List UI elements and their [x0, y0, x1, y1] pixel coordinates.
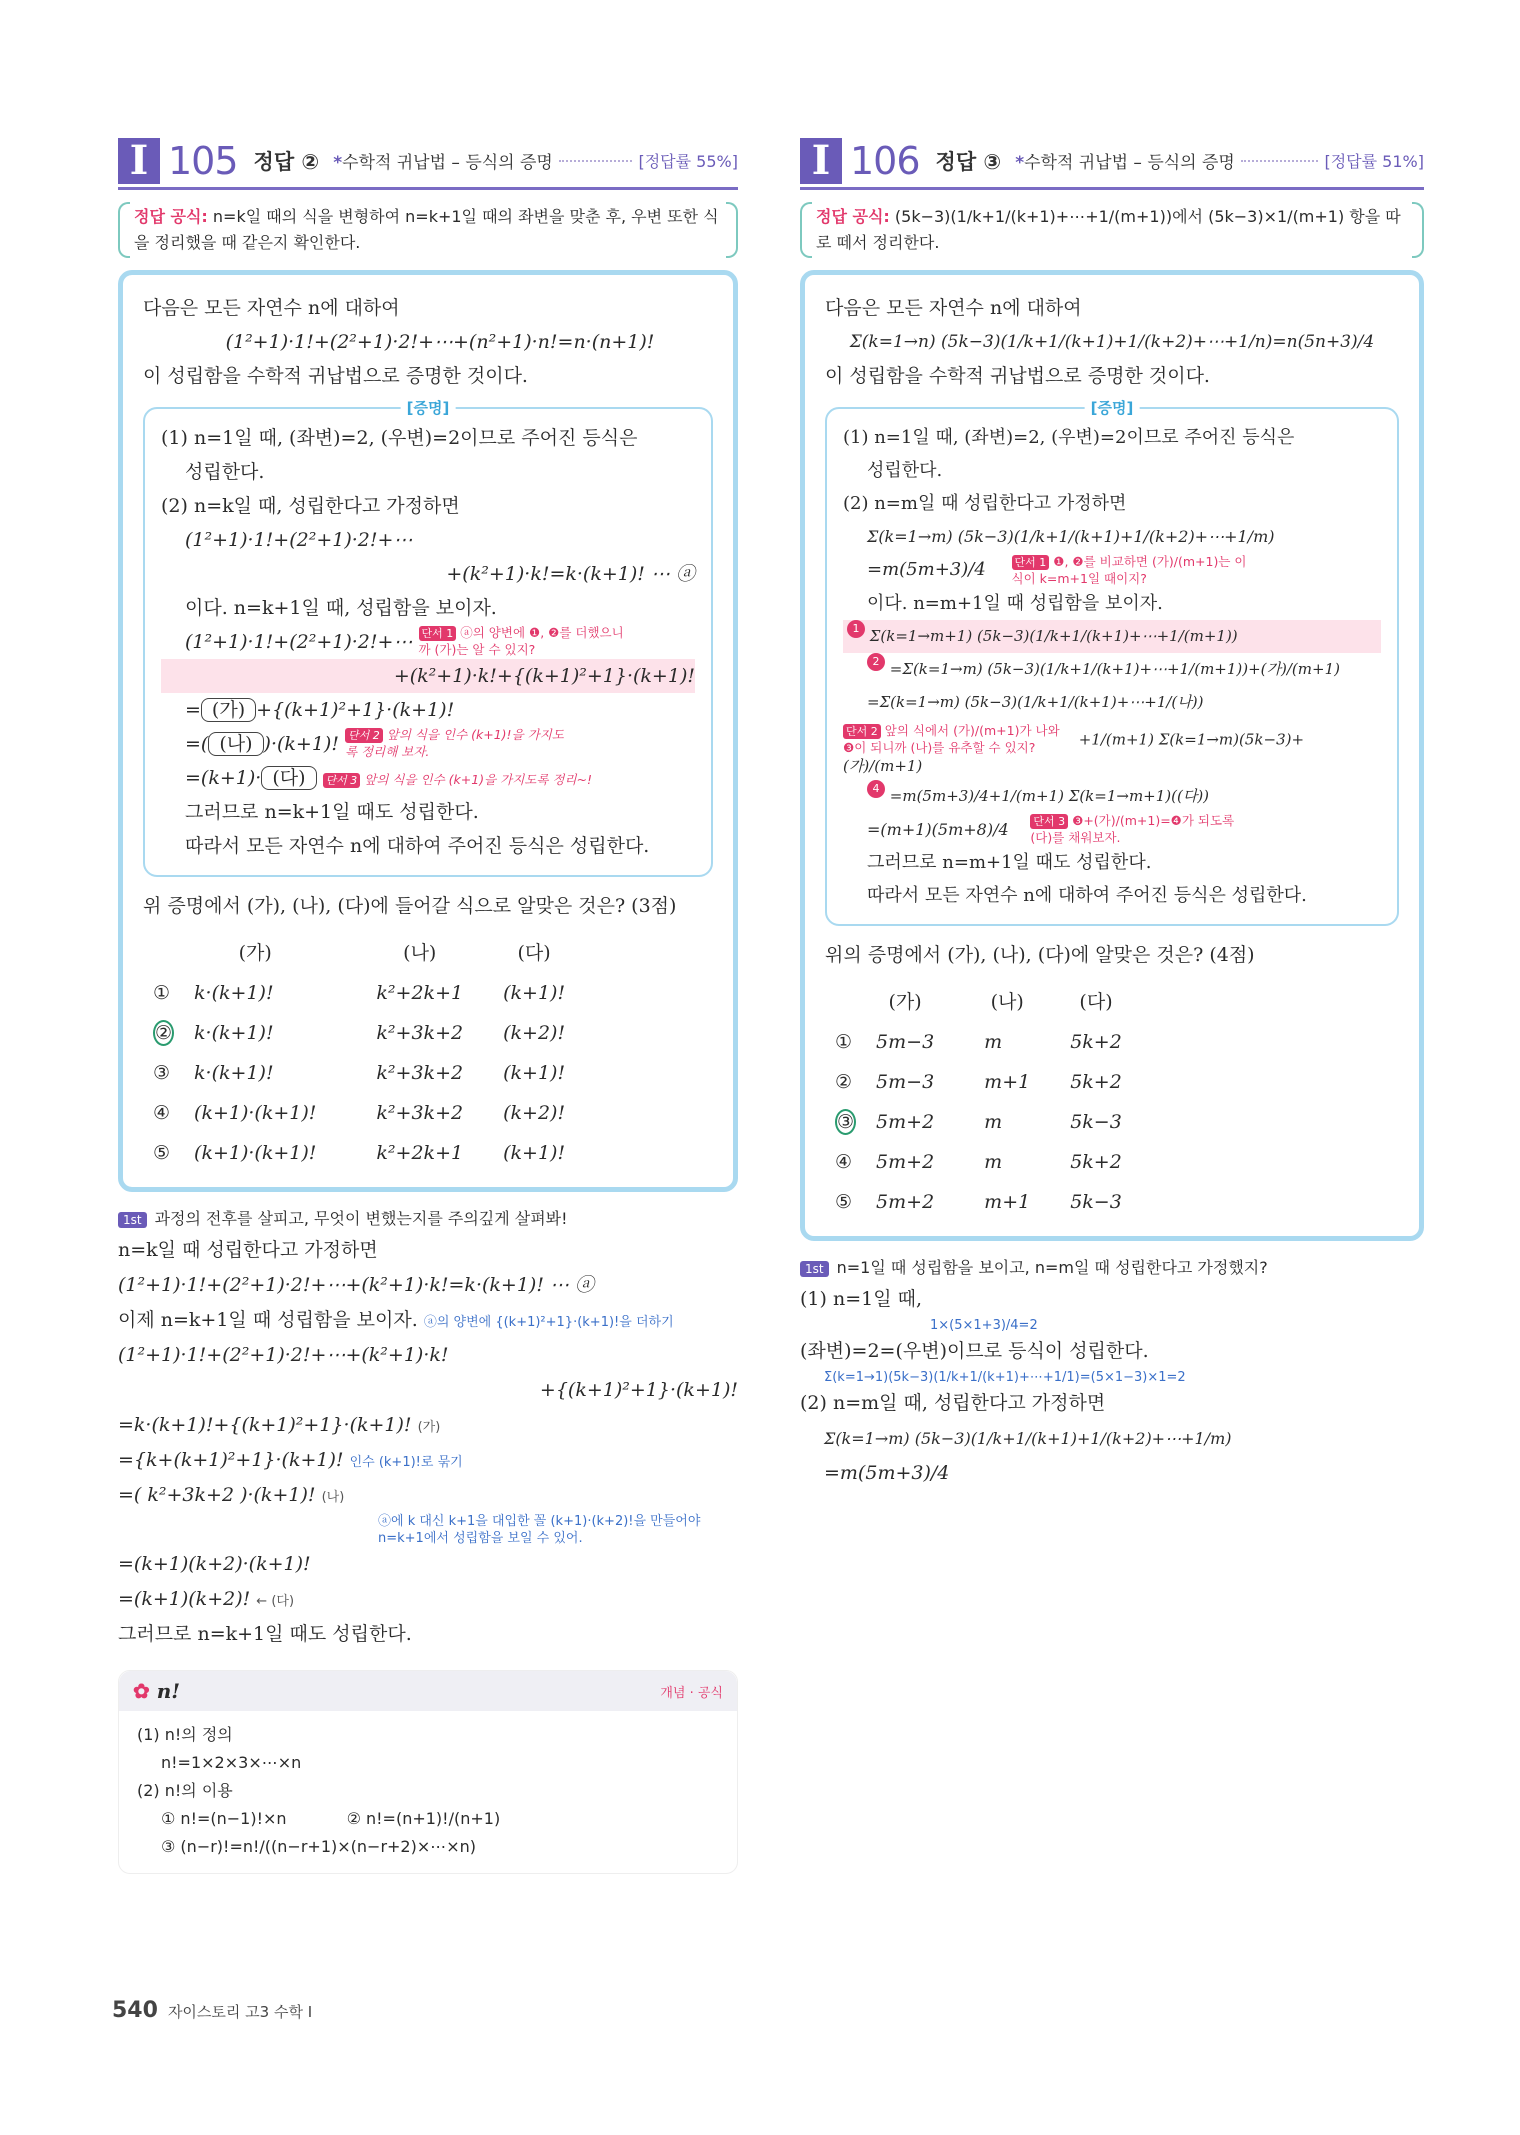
hint-3: 단서 3 ❸+(가)/(m+1)=❹가 되도록 (다)를 채워보자.	[1030, 813, 1235, 845]
q105-number: 105	[168, 138, 238, 183]
solution-line: =m(5m+3)/4	[824, 1462, 950, 1484]
solution-line: (2) n=m일 때, 성립한다고 가정하면	[800, 1392, 1106, 1414]
choice-row[interactable]: ⑤ 5m+2 m+1 5k−3	[835, 1191, 1122, 1213]
solution-line: (1) n=1일 때,	[800, 1288, 922, 1310]
q105-answer: 정답 ②	[253, 149, 320, 174]
q105-topic: *수학적 귀납법 – 등식의 증명	[333, 153, 553, 173]
solution-note: 1×(5×1+3)/4=2	[930, 1318, 1038, 1333]
dotted-leader	[1241, 160, 1319, 162]
solution-line: =k·(k+1)!+{(k+1)²+1}·(k+1)! (가)	[118, 1414, 441, 1436]
proof-eq: =( (나) )·(k+1)! 단서 2 앞의 식을 인수 (k+1)!을 가지도록 정리해 보자.	[185, 727, 564, 759]
problem-equation: Σ(k=1→n) (5k−3)(1/k+1/(k+1)+1/(k+2)+⋯+1/n)=n(5n+3)/4	[849, 332, 1375, 352]
choice-row[interactable]: ② 5m−3 m+1 5k+2	[835, 1071, 1122, 1093]
marker-2: 2	[867, 653, 885, 671]
q105-choices	[143, 933, 575, 1173]
solution-line: +{(k+1)²+1}·(k+1)!	[539, 1379, 738, 1401]
header-na: (나)	[403, 942, 437, 964]
page-number: 540	[112, 1998, 158, 2023]
selected-answer-mark: ③	[837, 1111, 855, 1133]
choice-row[interactable]: ① k·(k+1)! k²+2k+1 (k+1)!	[153, 982, 566, 1004]
hint-2: 단서 2 앞의 식에서 (가)/(m+1)가 나와 ❸이 되니까 (나)를 유추할 수 있지?	[843, 722, 1060, 755]
q105-header	[118, 138, 738, 190]
solution-head: 1st 과정의 전후를 살피고, 무엇이 변했는지를 주의깊게 살펴봐!	[118, 1206, 738, 1233]
solution-line: =( k²+3k+2 )·(k+1)! (나)	[118, 1484, 345, 1506]
proof-line: 이다. n=k+1일 때, 성립함을 보이자.	[185, 597, 497, 619]
problem-intro: 다음은 모든 자연수 n에 대하여	[143, 297, 400, 319]
q105-proof-box	[143, 399, 713, 877]
choice-row[interactable]: ③ k·(k+1)! k²+3k+2 (k+1)!	[153, 1062, 566, 1084]
flower-icon: ✿	[133, 1679, 157, 1703]
q106-number: 106	[850, 138, 920, 183]
q106-proof-box	[825, 399, 1399, 926]
solution-line: 이제 n=k+1일 때 성립함을 보이자. ⓐ의 양변에 {(k+1)²+1}·(k+1)!을 더하기	[118, 1309, 674, 1331]
solution-line: ={k+(k+1)²+1}·(k+1)! 인수 (k+1)!로 묶기	[118, 1449, 463, 1471]
header-na: (나)	[990, 991, 1024, 1013]
solution-line: =(k+1)(k+2)! ← (다)	[118, 1588, 295, 1610]
hint-1: 단서 1 ⓐ의 양변에 ❶, ❷를 더했으니까 (가)는 알 수 있지?	[418, 625, 624, 657]
proof-conclusion: 그러므로 n=k+1일 때도 성립한다.	[185, 801, 479, 823]
q106-topic: *수학적 귀납법 – 등식의 증명	[1015, 153, 1235, 173]
proof-eq: Σ(k=1→m) (5k−3)(1/k+1/(k+1)+1/(k+2)+⋯+1/m)	[867, 527, 1275, 546]
proof-eq-with-hint: 단서 2 앞의 식에서 (가)/(m+1)가 나와 ❸이 되니까 (나)를 유추할 수 있지? +1/(m+1) Σ(k=1→m)(5k−3)+(가)/(m+1)	[843, 722, 1305, 775]
solution-line: =(k+1)(k+2)·(k+1)!	[118, 1553, 311, 1575]
problem-outro: 이 성립함을 수학적 귀납법으로 증명한 것이다.	[143, 365, 528, 387]
q105-rate: [정답률 55%]	[638, 152, 738, 171]
choice-row[interactable]: ④ (k+1)·(k+1)! k²+3k+2 (k+2)!	[153, 1102, 566, 1124]
concept-body: (1) n!의 정의 n!=1×2×3×⋯×n (2) n!의 이용 ① n!=(n−1)!×n ② n!=(n+1)!/(n+1) ③ (n−r)!=n!/((n−r+1)×(n−r+2)×⋯×n)	[137, 1725, 501, 1856]
proof-eq: =(k+1)· (다) 단서 3 앞의 식을 인수 (k+1)을 가지도록 정리~!	[185, 767, 593, 789]
proof-line: 이다. n=m+1일 때 성립함을 보이자.	[867, 592, 1163, 614]
header-da: (다)	[1079, 991, 1113, 1013]
solution-note: Σ(k=1→1)(5k−3)(1/k+1/(k+1)+⋯+1/1)=(5×1−3)×1=2	[824, 1370, 1186, 1385]
q106-question: 위의 증명에서 (가), (나), (다)에 알맞은 것은? (4점)	[825, 944, 1255, 966]
q106-solution	[800, 1255, 1424, 1491]
q106-problem-box	[800, 270, 1424, 1241]
solution-line: (좌변)=2=(우변)이므로 등식이 성립한다.	[800, 1340, 1149, 1362]
choice-row[interactable]: ⑤ (k+1)·(k+1)! k²+2k+1 (k+1)!	[153, 1142, 566, 1164]
q106-choices	[825, 982, 1132, 1222]
proof-step1b: 성립한다.	[867, 460, 943, 481]
proof-eq: +(k²+1)·k!=k·(k+1)! ⋯ ⓐ	[446, 563, 695, 585]
solution-line: (1²+1)·1!+(2²+1)·2!+⋯+(k²+1)·k!=k·(k+1)! ⋯ ⓐ	[118, 1274, 595, 1296]
blank-da: (다)	[261, 766, 316, 790]
q105-formula: 정답 공식: n=k일 때의 식을 변형하여 n=k+1일 때의 좌변을 맞춘 후, 우변 또한 식을 정리했을 때 같은지 확인한다.	[118, 202, 738, 258]
header-ga: (가)	[238, 942, 272, 964]
dotted-leader	[559, 160, 633, 162]
choice-header	[825, 982, 1132, 1022]
q105-solution	[118, 1206, 738, 1652]
proof-step1: (1) n=1일 때, (좌변)=2, (우변)=2이므로 주어진 등식은	[843, 427, 1295, 448]
proof-eq-with-hint: =(m+1)(5m+8)/4 단서 3 ❸+(가)/(m+1)=❹가 되도록 (다)를 채워보자.	[843, 813, 1381, 847]
hint-2: 단서 2 앞의 식을 인수 (k+1)!을 가지도록 정리해 보자.	[345, 727, 564, 759]
proof-conclusion: 그러므로 n=m+1일 때도 성립한다.	[867, 852, 1152, 873]
choice-row[interactable]: ③ 5m+2 m 5k−3	[837, 1111, 1122, 1133]
choice-row[interactable]: ① 5m−3 m 5k+2	[835, 1031, 1122, 1053]
problem-outro: 이 성립함을 수학적 귀납법으로 증명한 것이다.	[825, 365, 1210, 387]
solution-line: (1²+1)·1!+(2²+1)·2!+⋯+(k²+1)·k!	[118, 1344, 449, 1366]
q105-question: 위 증명에서 (가), (나), (다)에 들어갈 식으로 알맞은 것은? (3점)	[143, 895, 677, 917]
proof-eq: 1 Σ(k=1→m+1) (5k−3)(1/k+1/(k+1)+⋯+1/(m+1))	[843, 620, 1381, 653]
proof-title: [증명]	[401, 398, 456, 418]
solution-line: 그러므로 n=k+1일 때도 성립한다.	[118, 1623, 412, 1645]
solution-line: Σ(k=1→m) (5k−3)(1/k+1/(k+1)+1/(k+2)+⋯+1/m)	[824, 1429, 1232, 1448]
blank-ga: (가)	[201, 698, 256, 722]
proof-step1: (1) n=1일 때, (좌변)=2, (우변)=2이므로 주어진 등식은	[161, 427, 638, 449]
proof-eq: =Σ(k=1→m) (5k−3)(1/k+1/(k+1)+⋯+1/(나))	[867, 692, 1204, 711]
book-title: 자이스토리 고3 수학 I	[167, 2003, 313, 2021]
concept-label: 개념 · 공식	[660, 1685, 723, 1701]
concept-box	[118, 1670, 738, 1874]
header-da: (다)	[517, 942, 551, 964]
proof-step2: (2) n=k일 때, 성립한다고 가정하면	[161, 495, 460, 517]
page-footer	[112, 1998, 312, 2023]
proof-eq-with-hint: =m(5m+3)/4 단서 1 ❶, ❷를 비교하면 (가)/(m+1)는 이 식이 k=m+1일 때이지?	[843, 553, 1381, 587]
choice-row[interactable]: ④ 5m+2 m 5k+2	[835, 1151, 1122, 1173]
proof-conclusion: 따라서 모든 자연수 n에 대하여 주어진 등식은 성립한다.	[867, 885, 1307, 906]
proof-eq: 2 =Σ(k=1→m) (5k−3)(1/k+1/(k+1)+⋯+1/(m+1))+(가)/(m+1)	[843, 653, 1381, 686]
q106-rate: [정답률 51%]	[1324, 152, 1424, 171]
marker-1: 1	[847, 620, 865, 638]
solution-note: ⓐ에 k 대신 k+1을 대입한 꼴 (k+1)·(k+2)!을 만들어야 n=k+1에서 성립함을 보일 수 있어.	[378, 1514, 701, 1546]
marker-4: 4	[867, 780, 885, 798]
problem-equation: (1²+1)·1!+(2²+1)·2!+⋯+(n²+1)·n!=n·(n+1)!	[225, 331, 655, 353]
q106-formula: 정답 공식: (5k−3)(1/k+1/(k+1)+⋯+1/(m+1))에서 (5k−3)×1/(m+1) 항을 따로 떼서 정리한다.	[800, 202, 1424, 258]
solution-head: 1st n=1일 때 성립함을 보이고, n=m일 때 성립한다고 가정했지?	[800, 1255, 1424, 1282]
proof-eq: +(k²+1)·k!+{(k+1)²+1}·(k+1)!	[161, 659, 695, 693]
question-106	[800, 138, 1424, 1491]
hint-3: 단서 3 앞의 식을 인수 (k+1)을 가지도록 정리~!	[323, 772, 593, 789]
q106-answer: 정답 ③	[935, 149, 1002, 174]
selected-answer-mark: ②	[155, 1022, 173, 1044]
concept-title: ✿ n!	[133, 1679, 181, 1703]
q106-header	[800, 138, 1424, 190]
q105-problem-box	[118, 270, 738, 1192]
proof-title: [증명]	[1085, 398, 1140, 418]
q106-chapter-mark: I	[800, 138, 842, 184]
question-105	[118, 138, 738, 1874]
proof-step2: (2) n=m일 때 성립한다고 가정하면	[843, 493, 1127, 514]
solution-line: n=k일 때 성립한다고 가정하면	[118, 1239, 378, 1261]
concept-head	[119, 1671, 737, 1711]
proof-conclusion: 따라서 모든 자연수 n에 대하여 주어진 등식은 성립한다.	[185, 835, 650, 857]
proof-eq-with-hint: (1²+1)·1!+(2²+1)·2!+⋯ 단서 1 ⓐ의 양변에 ❶, ❷를 더했으니까 (가)는 알 수 있지?	[161, 625, 695, 659]
proof-step1b: 성립한다.	[185, 461, 265, 483]
choice-header	[143, 933, 575, 973]
header-ga: (가)	[888, 991, 922, 1013]
blank-na: (나)	[208, 732, 263, 756]
proof-eq: = (가) +{(k+1)²+1}·(k+1)!	[185, 699, 455, 721]
proof-eq: (1²+1)·1!+(2²+1)·2!+⋯	[185, 529, 413, 551]
hint-1: 단서 1 ❶, ❷를 비교하면 (가)/(m+1)는 이 식이 k=m+1일 때이지?	[1011, 553, 1247, 586]
choice-row[interactable]: ② k·(k+1)! k²+3k+2 (k+2)!	[155, 1022, 566, 1044]
q105-chapter-mark: I	[118, 138, 160, 184]
problem-intro: 다음은 모든 자연수 n에 대하여	[825, 297, 1082, 319]
proof-eq: 4 =m(5m+3)/4+1/(m+1) Σ(k=1→m+1)((다))	[843, 780, 1381, 813]
